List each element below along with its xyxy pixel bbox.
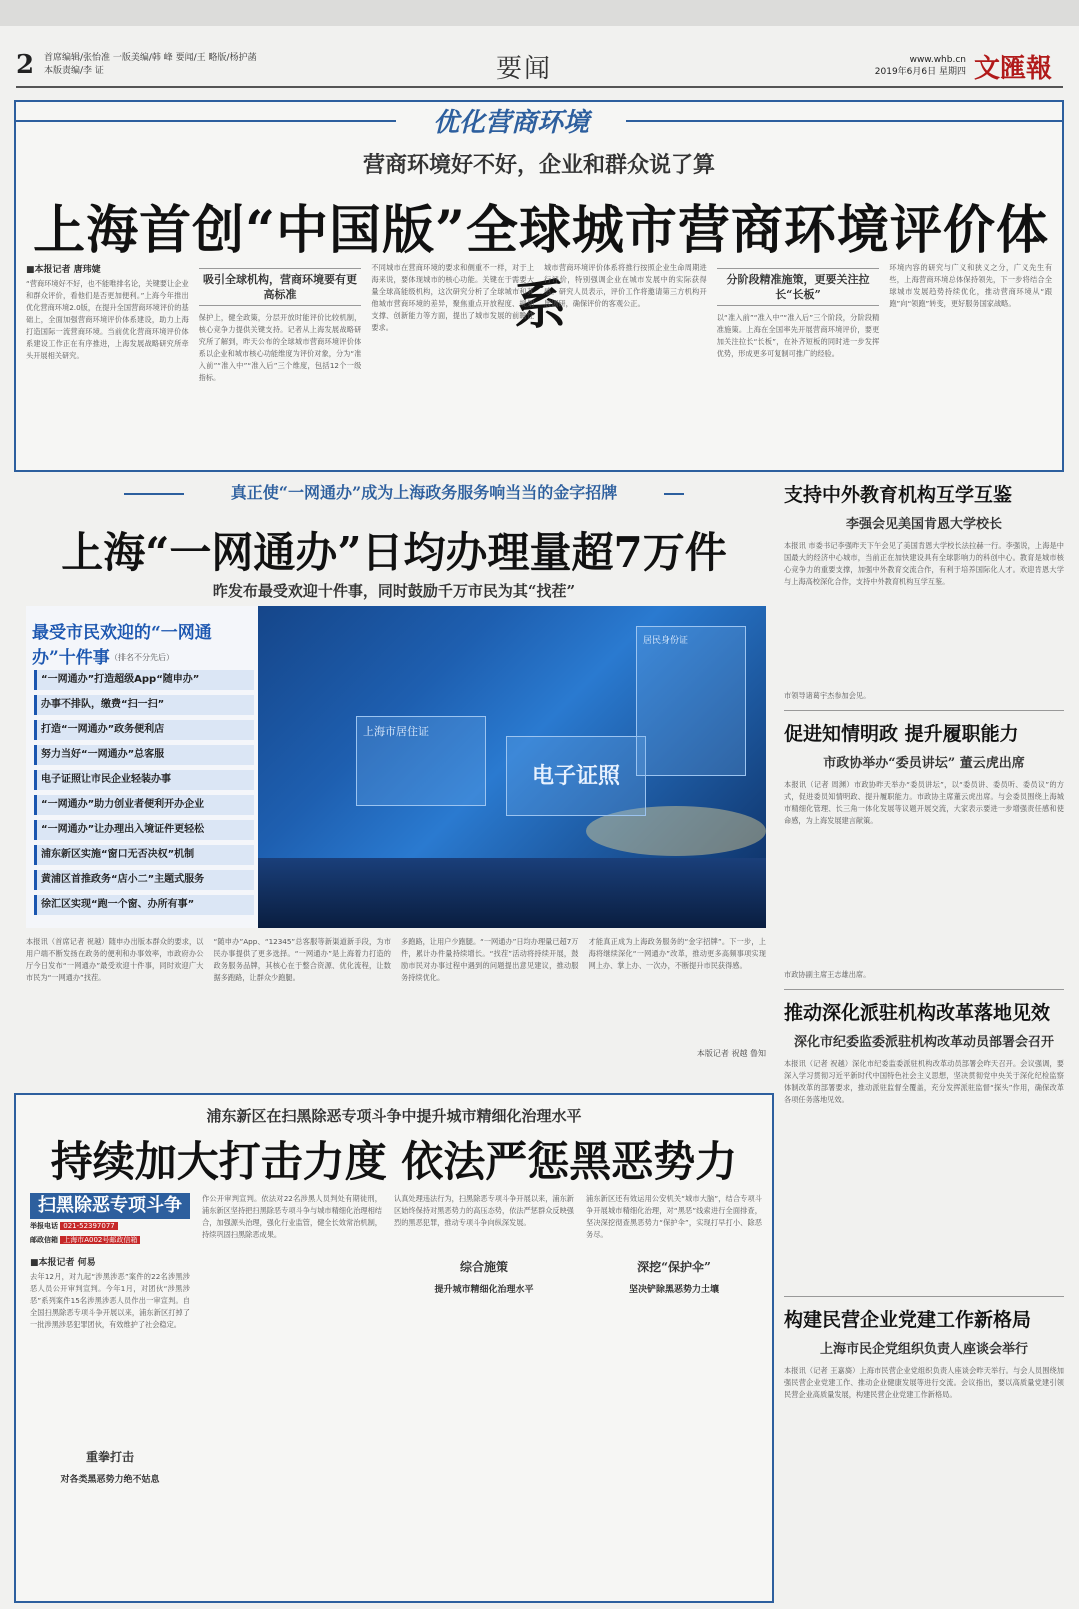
top-strip	[0, 0, 1079, 26]
story-one-network	[14, 480, 774, 1080]
byline: ■本报记者 唐玮婕	[26, 265, 101, 275]
story-banner	[16, 102, 1062, 138]
list-item: “一网通办”助力创业者便利开办企业	[34, 795, 254, 815]
divider	[784, 710, 1064, 711]
list-item: 电子证照让市民企业轻装办事	[34, 770, 254, 790]
article-column: ■本报记者 何易 去年12月，对九起“涉黑涉恶”案件的22名涉黑涉恶人员公开审判宣判。今年1月，对团伙“涉黑涉恶”系列案件15名涉黑涉恶人员作出一审宣判。自全国扫黑除恶专项斗争开展以来，浦东新区打掉了一批涉黑涉恶犯罪团伙，有效维护了社会稳定。 重拳打击 对各类黑恶势力绝不姑息	[30, 1255, 190, 1486]
news-photo	[26, 606, 766, 928]
banner-rule	[124, 493, 184, 495]
article-headline: 构建民营企业党建工作新格局	[784, 1309, 1032, 1331]
story-columns: 本报讯（首席记者 祝越）随申办出版本群众的要求，以用户端不断发扬在政务的便利和办事效率，市政府办公厅今日发布“一网通办”最受欢迎十件事，同时欢迎广大市民为“一网通办”找茬。 “随申办”App、“12345”总客服等新渠道新手段，为市民办事提供了更多选择。“一网通办”是上海着力打造的政务服务品牌，其核心在于整合资源、优化流程，让数据多跑路，让群众少跑腿。 多跑路，让用户少跑腿。“一网通办”日均办理量已超7万件，累计办件量持续增长。“找茬”活动将持续开展，鼓励市民对办事过程中遇到的问题提出意见建议，推动服务持续优化。 才能真正成为上海政务服务的“金字招牌”。下一步，上海将继续深化“一网通办”改革，推动更多高频事项实现网上办、掌上办、一次办，不断提升市民获得感。 本版记者 祝越 鲁知	[26, 937, 766, 1058]
website: www.whb.cn	[909, 55, 966, 65]
story-headline: 上海首创“中国版”全球城市营商环境评价体系	[33, 200, 1049, 336]
list-item: 黄浦区首推政务“店小二”主题式服务	[34, 870, 254, 890]
article-column: 不同城市在营商环境的要求和侧重不一样，对于上海来说，要体现城市的核心功能。关键在于需要大量全球高能级机构，这次研究分析了全球城市和其他城市营商环境的差异，聚焦重点开放程度、规划支撑、创新能力等方面，提出了城市发展的前瞻性要求。	[371, 263, 535, 332]
article-column: 认真处理违法行为，扫黑除恶专项斗争开展以来，浦东新区始终保持对黑恶势力的高压态势，依法严惩群众反映强烈的黑恶犯罪，推动专项斗争向纵深发展。 综合施策 提升城市精细化治理水平	[394, 1194, 574, 1295]
story-anti-crime	[14, 1093, 774, 1603]
article-subhead: 李强会见美国肯恩大学校长	[845, 517, 1002, 532]
masthead	[16, 48, 1063, 88]
story-kicker: 浦东新区在扫黑除恶专项斗争中提升城市精细化治理水平	[206, 1107, 582, 1125]
page-number: 2	[16, 50, 35, 80]
newspaper-logo: 文匯報	[974, 54, 1053, 84]
editor-credits: 首席编辑/张怡准 一版美编/韩 峰 要闻/王 略版/杨护菡 本版责编/李 证	[44, 53, 257, 76]
subhead: 吸引全球机构，营商环境要有更高标准	[199, 268, 362, 306]
story-kicker: 昨发布最受欢迎十件事，同时鼓励千万市民为其“找茬”	[212, 582, 576, 600]
divider	[784, 1296, 1064, 1297]
article-column: 城市营商环境评价体系将推行按照企业生命周期进行评价，特别强调企业在城市发展中的实际获得感。研究人员表示，评价工作将邀请第三方机构开展调研，确保评价的客观公正。	[544, 263, 707, 308]
article-column: 分阶段精准施策，更要关注拉长“长板” 以“准入前”“准入中”“准入后”三个阶段，分阶段精准施策。上海在全国率先开展营商环境评价，要更加关注拉长“长板”，在补齐短板的同时进一步发挥优势，形成更多可复制可推广的经验。	[717, 262, 880, 462]
top-ten-list	[26, 606, 258, 928]
screen-id-card: 居民身份证	[636, 626, 746, 776]
list-item: 努力当好“一网通办”总客服	[34, 745, 254, 765]
article-subhead: 深化市纪委监委派驻机构改革动员部署会召开	[793, 1035, 1054, 1050]
subhead: 深挖“保护伞”	[637, 1260, 711, 1274]
list-item: “一网通办”打造超级App“随申办”	[34, 670, 254, 690]
article-column: 浦东新区还有效运用公安机关“城市大脑”，结合专项斗争开展城市精细化治理，对“黑恶”线索进行全面排查，坚决深挖彻查黑恶势力“保护伞”，实现打早打小、除恶务尽。 深挖“保护伞” 坚决铲除黑恶势力土壤	[586, 1194, 762, 1295]
date-info	[856, 54, 966, 78]
article-headline: 推动深化派驻机构改革落地见效	[784, 1002, 1051, 1024]
article-note: 市领导诸葛宇杰参加会见。	[784, 691, 871, 700]
divider	[784, 989, 1064, 990]
screen-residence-permit: 上海市居住证	[356, 716, 486, 806]
right-column: 支持中外教育机构互学互鉴 李强会见美国肯恩大学校长 本报讯 市委书记李强昨天下午会见了美国肯恩大学校长法拉赫一行。李强说，上海是中国最大的经济中心城市，当前正在加快建设具有全球影响力的科创中心。教育是城市核心竞争力的重要支撑，加强中外教育交流合作，有利于培养国际化人才。欢迎肯恩大学与上海高校深化合作，支持中外教育机构互学互鉴。 市领导诸葛宇杰参加会见。 促进知情明政 提升履职能力 市政协举办“委员讲坛” 董云虎出席 本报讯（记者 周渊）市政协昨天举办“委员讲坛”，以“委员讲、委员听、委员议”的方式，促进委员知情明政、提升履职能力。市政协主席董云虎出席。与会委员围绕上海城市精细化管理、长三角一体化发展等议题开展交流，大家表示要进一步增强责任感和使命感，为上海发展建言献策。 市政协副主席王志雄出席。 推动深化派驻机构改革落地见效 深化市纪委监委派驻机构改革动员部署会召开 本报讯（记者 祝越）深化市纪委监委派驻机构改革动员部署会昨天召开。会议强调，要深入学习贯彻习近平新时代中国特色社会主义思想，坚决贯彻党中央关于深化纪检监察体制改革的部署要求，推动派驻监督全覆盖，充分发挥派驻监督“探头”作用，确保改革各项任务落地见效。 构建民营企业党建工作新格局 上海市民企党组织负责人座谈会举行 本报讯（记者 王嘉旖）上海市民营企业党组织负责人座谈会昨天举行。与会人员围绕加强民营企业党建工作、推动企业健康发展等进行交流。会议指出，要以高质量党建引领民营企业高质量发展，构建民营企业党建工作新格局。	[784, 480, 1064, 1605]
article-subhead: 上海市民企党组织负责人座谈会举行	[819, 1342, 1028, 1357]
list-note: （排名不分先后）	[110, 653, 174, 662]
section-title: 要闻	[496, 54, 553, 84]
stage	[258, 858, 766, 928]
list-item: 办事不排队，缴费“扫一扫”	[34, 695, 254, 715]
date: 2019年6月6日 星期四	[874, 67, 966, 77]
article-note: 市政协副主席王志雄出席。	[784, 970, 871, 979]
list-item: 浦东新区实施“窗口无否决权”机制	[34, 845, 254, 865]
article-column: 吸引全球机构，营商环境要有更高标准 保护上，健全政策，分层开放时能评价比较机制，核心竞争力提供关键支持。记者从上海发展战略研究所了解到，昨天公布的全球城市营商环境评价体系以企业和城市核心功能维度为评价对象，分为“准入前”“准入中”“准入后”三个维度，包括12个一级指标。	[199, 262, 362, 462]
article-headline: 支持中外教育机构互学互鉴	[784, 484, 1013, 506]
story-kicker: 营商环境好不好，企业和群众说了算	[362, 152, 715, 178]
subhead: 分阶段精准施策，更要关注拉长“长板”	[717, 268, 880, 306]
screen-e-license: 电子证照	[506, 736, 646, 816]
subhead: 重拳打击	[85, 1450, 134, 1464]
banner-text: 真正使“一网通办”成为上海政务服务响当当的金字招牌	[184, 480, 664, 503]
list-title: 最受市民欢迎的“一网通办”十件事	[32, 623, 212, 668]
list-item: 徐汇区实现“跑一个窗、办所有事”	[34, 895, 254, 915]
article-subhead: 市政协举办“委员讲坛” 董云虎出席	[823, 756, 1025, 771]
story-headline: 上海“一网通办”日均办理量超7万件	[61, 528, 727, 577]
article-column: 作公开审判宣判。依法对22名涉黑人员判处有期徒刑，浦东新区坚持把扫黑除恶专项斗争与城市精细化治理相结合，加强源头治理，强化行业监管，健全长效常治机制，持续巩固扫黑除恶成果。	[202, 1194, 382, 1239]
banner-rule	[626, 120, 1062, 122]
story-business-environment	[14, 100, 1064, 472]
article-column: ■本报记者 唐玮婕 “营商环境好不好，也不能唯排名论，关键要让企业和群众评价，看他们是否更加便利。”上海今年推出优化营商环境2.0版，在提升全国营商环境评价的基础上，全面加强营商环境评价体系建设，助力上海打造国际一流营商环境。当前优化营商环境评价体系建设工作正在有序推进，上海发展战略研究所牵头开展相关研究。	[26, 262, 189, 462]
list-item: “一网通办”让办理出入境证件更轻松	[34, 820, 254, 840]
article-headline: 促进知情明政 提升履职能力	[784, 723, 1019, 745]
banner-text: 优化营商环境	[396, 102, 626, 136]
campaign-logo: 扫黑除恶专项斗争 举报电话 021-52397077 邮政信箱 上海市A002号邮政信箱	[30, 1193, 190, 1249]
story-banner	[14, 480, 774, 508]
list-item: 打造“一网通办”政务便利店	[34, 720, 254, 740]
byline: ■本报记者 何易	[30, 1258, 96, 1268]
subhead: 综合施策	[459, 1260, 508, 1274]
article-column: 环境内容的研究与广义和狭义之分，广义先生有些，上海营商环境总体保持领先，下一步将结合全球城市发展趋势持续优化，推动营商环境从“跟跑”向“领跑”转变，更好服务国家战略。	[889, 263, 1053, 308]
story-headline: 持续加大打击力度 依法严惩黑恶势力	[50, 1137, 738, 1186]
signature: 本版记者 祝越 鲁知	[696, 1049, 766, 1058]
banner-rule	[664, 493, 684, 495]
story-columns	[26, 262, 1052, 462]
banner-rule	[16, 120, 396, 122]
